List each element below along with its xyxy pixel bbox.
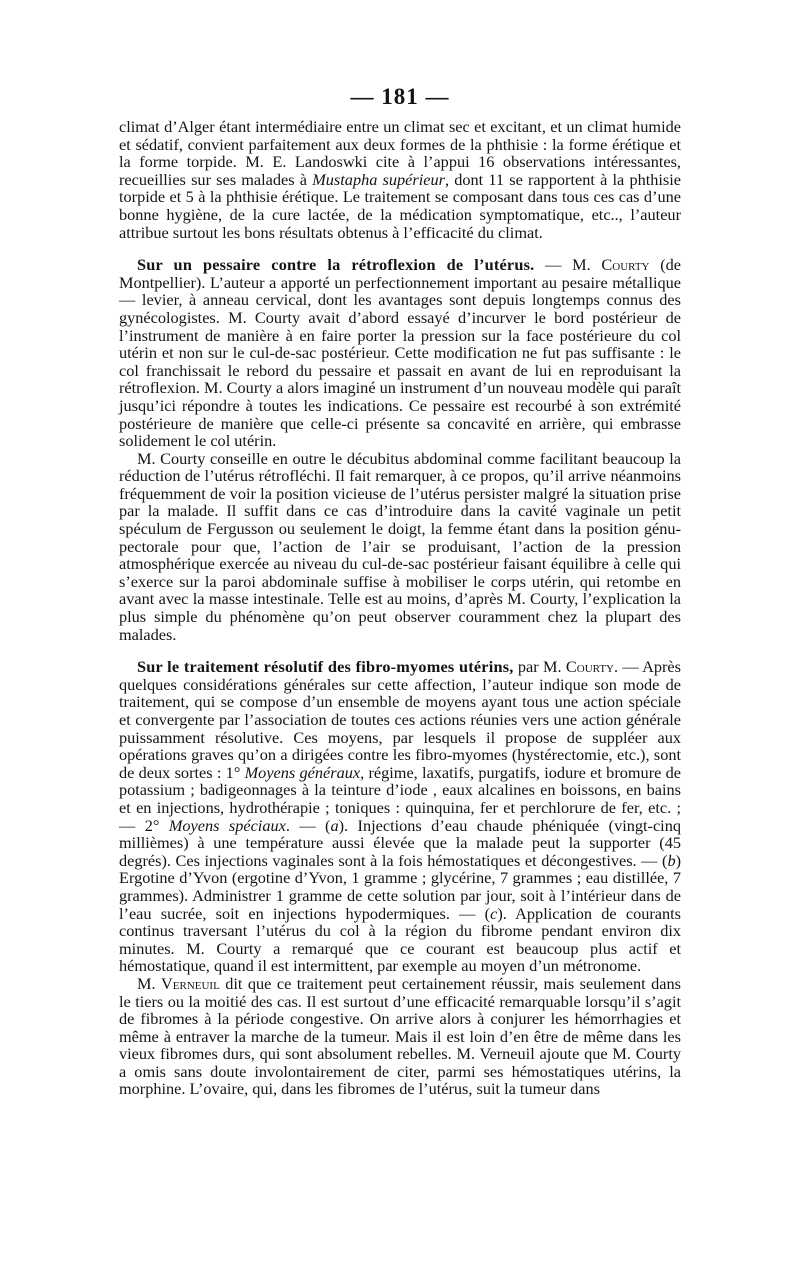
paragraph-verneuil [119,975,681,1098]
paragraph-text: climat d’Alger étant intermédiaire entre un climat sec et excitant, et un climat humide et sédatif, convient parfaitement aux deux formes de la phthisie : la forme érétique et la forme torpide. M. E. Landoswki cite à l’appui 16 observations intéressantes, recueillies sur ses malades à [119,117,681,189]
author-name: Courty [565,657,614,677]
paragraph-text: . — ( [285,815,331,835]
paragraph-text: M. Courty conseille en outre le décubitus abdominal comme facilitant beaucoup la réduction de l’utérus rétrofléchi. Il fait remarquer, à ce propos, qu’il arrive néanmoins fréquemment de voir la position vicieuse de l’utérus persister malgré la situation prise par la malade. Il suffit dans ce cas d’introduire dans la cavité vaginale un petit spéculum de Fergusson ou seulement le doigt, la femme étant dans la position génu-pectorale pour que, l’action de l’air se produisant, l’action de la pression atmosphérique exercée au niveau du cul-de-sac postérieur faisant équilibre à celle qui s’exerce sur la paroi abdominale suffise à mobiliser le corps utérin, qui retombe en avant avec la masse intestinale. Telle est au moins, d’après M. Courty, l’explication la plus simple du phénomène qu’on peut observer couramment chez la plupart des malades. [119,448,681,644]
italic-letter: c [490,903,498,923]
section-spacer [119,241,681,256]
paragraph-text: . — Après quelques considérations générales sur cette affection, l’auteur indique son mode de traitement, qui se compose d’un ensemble de moyens ayant tous une action spéciale et convergente par l’association de toutes ces actions réunies vers une action générale puissamment résolutive. Ces moyens, par lesquels il propose de suppléer aux opérations graves qu’on a dirigées contre les fibro-myomes (hystérectomie, etc.), sont de deux sortes : 1° [119,657,681,782]
section-spacer [119,643,681,658]
paragraph-text: par M. [513,657,566,677]
paragraph-text: , régime, laxatifs, purgatifs, iodure et bromure de potassium ; badigeonnages à la teinture d’iode , eaux alcalines en boissons, en bains et en injections, hydrothérapie ; toniques : quinquina, fer et perchlorure de fer, etc. ; — 2° [119,762,681,835]
author-name: Courty [601,255,650,275]
paragraph-text: dit que ce traitement peut certainement réussir, mais seulement dans le tiers ou la moitié des cas. Il est surtout d’une efficacité remarquable lorsqu’il s’agit de fibromes à la période congestive. On arrive alors à conjurer les hémorrhagies et même à entraver la marche de la tumeur. Mais il est loin d’en être de même dans les vieux fibromes durs, qui sont absolument rebelles. M. Verneuil ajoute que M. Courty a omis sans doute involontairement de citer, parmi ses hémostatiques utérins, la morphine. L’ovaire, qui, dans les fibromes de l’utérus, suit la tumeur dans [119,973,681,1099]
italic-letter: b [667,850,676,870]
paragraph-text: ). Application de courants continus traversant l’utérus du col à la région du fibrome pendant environ dix minutes. M. Courty a remarqué que ce courant est beaucoup plus actif et hémostatique, quand il est intermittent, par exemple au moyen d’un métronome. [119,903,681,976]
paragraph-climat [119,118,681,241]
paragraph-text: M. [137,973,161,993]
section-heading-fibromyomes: Sur le traitement résolutif des fibro-myomes utérins, [137,657,514,677]
paragraph-decubitus [119,450,681,644]
paragraph-text: , dont 11 se rapportent à la phthisie torpide et 5 à la phthisie érétique. Le traitement se composant dans tous ces cas d’une bonne hygiène, de la cure lactée, de la médication symptomatique, etc.., l’auteur attribue surtout les bons résultats obtenus à l’efficacité du climat. [119,169,682,242]
italic-letter: a [330,815,339,835]
page-number: — 181 — [350,84,450,109]
paragraph-text: ). Injections d’eau chaude phéniquée (vingt-cinq millièmes) à une température aussi élevée que la malade peut la supporter (45 degrés). Ces injections vaginales sont à la fois hémostatiques et décongestives. — ( [119,815,681,870]
paragraph-text: (de Montpellier). L’auteur a apporté un perfectionnement important au pesaire métallique — levier, à anneau cervical, dont les avantages sont depuis longtemps connus des gynécologistes. M. Courty avait d’abord essayé d’incurver le bord postérieur de l’instrument de manière à en faire porter la pression sur la face postérieure du col utérin et non sur le cul-de-sac postérieur. Cette modification ne fut pas suffisante : le col franchissait le rebord du pessaire et passait en avant de lui en reproduisant la rétroflexion. M. Courty a alors imaginé un instrument d’un nouveau modèle qui paraît jusqu’ici répondre à toutes les indications. Ce pessaire est recourbé à son extrémité postérieure de manière que celle-ci présente sa concavité en arrière, qui embrasse solidement le col utérin. [119,255,681,451]
author-name: Verneuil [161,973,220,993]
paragraph-text: ) Ergotine d’Yvon (ergotine d’Yvon, 1 gramme ; glycérine, 7 grammes ; eau distillée, 7 grammes). Administrer 1 gramme de cette solution par jour, soit à l’intérieur dans de l’eau sucrée, soit en injections hypodermiques. — ( [119,850,681,923]
paragraph-text: — M. [534,255,602,275]
paragraph-pessaire [119,256,681,450]
document-page [119,84,681,1098]
place-name-italic: Mustapha supérieur [312,169,445,189]
paragraph-fibromyomes [119,658,681,975]
section-heading-pessaire: Sur un pessaire contre la rétroflexion de l’utérus. [137,255,535,275]
italic-term: Moyens spéciaux [168,815,286,835]
italic-term: Moyens généraux [244,762,361,782]
